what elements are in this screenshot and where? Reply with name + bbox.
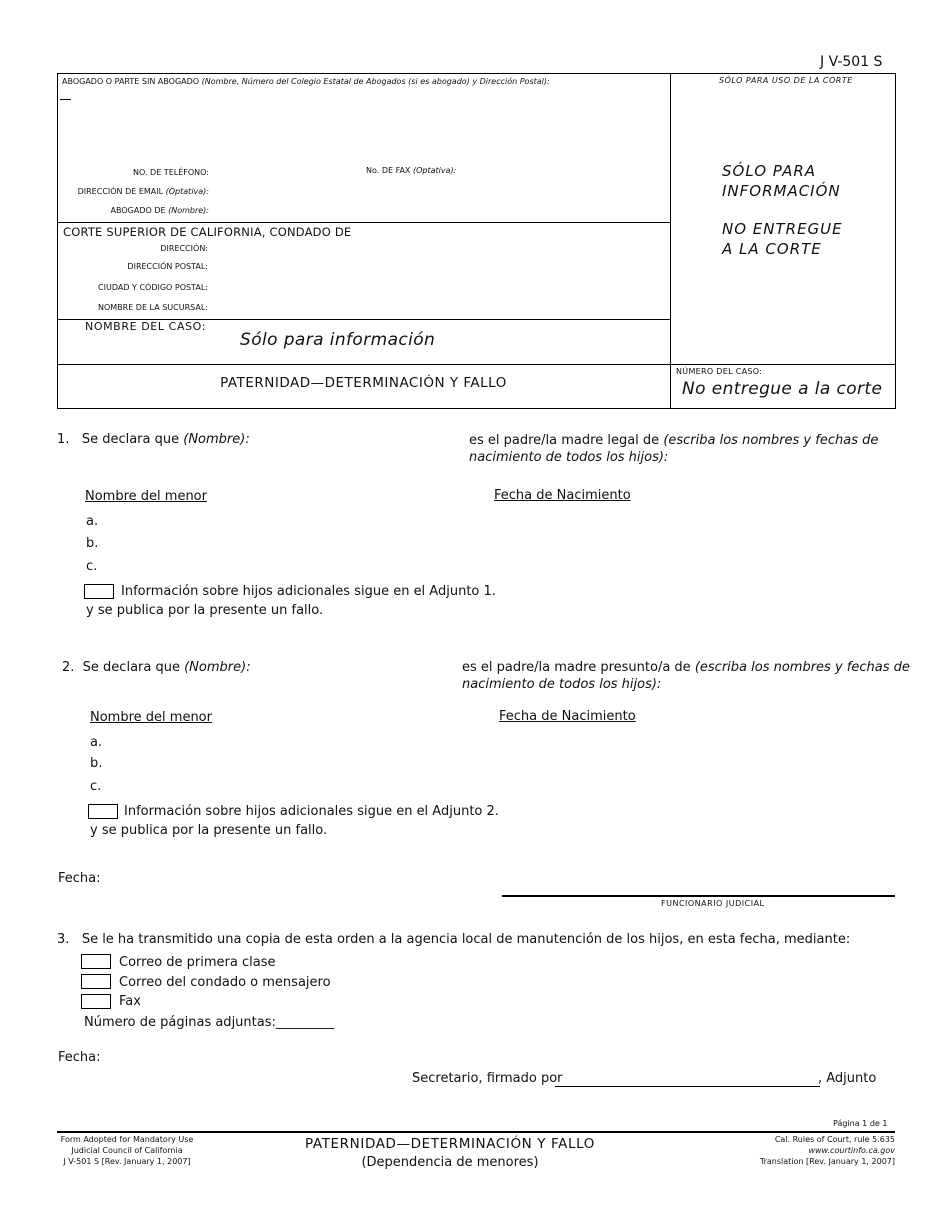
date-label: Fecha: (58, 871, 101, 886)
first-class-mail-label: Correo de primera clase (119, 955, 276, 970)
item3-text: 3. Se le ha transmitido una copia de esta orden a la agencia local de manutención de los hijos, en esta fecha, mediante: (57, 932, 851, 947)
item2-right-text: es el padre/la madre presunto/a de (escriba los nombres y fechas de nacimiento de todos los hijos): (462, 660, 910, 692)
item2-attachment-checkbox[interactable] (88, 804, 118, 819)
case-number-value: No entregue a la corte (682, 379, 883, 399)
page-number: Página 1 de 1 (833, 1119, 888, 1128)
item2-col-name: Nombre del menor (90, 710, 212, 725)
footer-rule (57, 1131, 895, 1133)
item1-attachment-text: Información sobre hijos adicionales sigue en el Adjunto 1. (121, 584, 496, 599)
attorney-for-label: ABOGADO DE (Nombre): (110, 206, 209, 215)
case-name-value: Sólo para información (240, 330, 436, 350)
divider-case-name (57, 364, 895, 365)
email-label: DIRECCIÓN DE EMAIL (Optativa): (77, 187, 209, 196)
first-class-mail-checkbox[interactable] (81, 954, 111, 969)
footer-subtitle: (Dependencia de menores) (361, 1155, 539, 1170)
judicial-officer-label: FUNCIONARIO JUDICIAL (661, 899, 765, 908)
attorney-label: ABOGADO O PARTE SIN ABOGADO (Nombre, Número del Colegio Estatal de Abogados (si es abogado) y Dirección Postal): (62, 77, 550, 86)
item1-col-name: Nombre del menor (85, 489, 207, 504)
attorney-field-marker (60, 99, 71, 100)
fax-checkbox[interactable] (81, 994, 111, 1009)
court-name: CORTE SUPERIOR DE CALIFORNIA, CONDADO DE (63, 225, 352, 239)
item1-attachment-checkbox[interactable] (84, 584, 114, 599)
judicial-officer-signature-line[interactable] (502, 895, 895, 897)
fax-option-label: Fax (119, 994, 141, 1009)
item1-col-date: Fecha de Nacimiento (494, 488, 631, 503)
item2-row-a: a. (90, 735, 103, 750)
county-mail-checkbox[interactable] (81, 974, 111, 989)
pages-attached: Número de páginas adjuntas:_________ (84, 1015, 335, 1030)
item2-attachment-text: Información sobre hijos adicionales sigue en el Adjunto 2. (124, 804, 499, 819)
footer-title: PATERNIDAD—DETERMINACIÓN Y FALLO (305, 1136, 595, 1152)
item1-judgment-text: y se publica por la presente un fallo. (86, 603, 324, 618)
footer-right: Cal. Rules of Court, rule 5.635 www.courtinfo.ca.gov Translation [Rev. January 1, 2007] (759, 1135, 895, 1166)
fax-label: No. DE FAX (Optativa): (366, 166, 457, 175)
street-label: DIRECCIÓN: (160, 244, 208, 253)
city-label: CIUDAD Y CÓDIGO POSTAL: (98, 283, 208, 292)
item1-row-c: c. (86, 559, 98, 574)
case-number-label: NÚMERO DEL CASO: (676, 367, 763, 376)
court-use-label: SÓLO PARA USO DE LA CORTE (719, 76, 853, 85)
item1-lead: 1. Se declara que (Nombre): (57, 432, 250, 447)
no-deliver-notice: NO ENTREGUE A LA CORTE (722, 220, 843, 258)
item1-right-text: es el padre/la madre legal de (escriba los nombres y fechas de nacimiento de todos los hijos): (469, 433, 879, 465)
item2-row-b: b. (90, 756, 103, 771)
item2-lead: 2. Se declara que (Nombre): (62, 660, 251, 675)
footer-left: Form Adopted for Mandatory Use Judicial Council of California J V-501 S [Rev. January 1, 2007] (60, 1135, 194, 1166)
clerk-label: Secretario, firmado por (412, 1071, 563, 1086)
item2-row-c: c. (90, 779, 102, 794)
divider-attorney (57, 222, 670, 223)
mailing-label: DIRECCIÓN POSTAL: (127, 262, 208, 271)
county-mail-label: Correo del condado o mensajero (119, 975, 331, 990)
item1-row-a: a. (86, 514, 99, 529)
form-id: J V-501 S (820, 54, 883, 70)
item1-row-b: b. (86, 536, 99, 551)
deputy-label: , Adjunto (818, 1071, 877, 1086)
info-only-notice: SÓLO PARA INFORMACIÓN (722, 162, 841, 200)
phone-label: NO. DE TELÉFONO: (133, 168, 209, 177)
caption-divider (670, 73, 671, 408)
branch-label: NOMBRE DE LA SUCURSAL: (97, 303, 208, 312)
form-title: PATERNIDAD—DETERMINACIÓN Y FALLO (220, 375, 507, 391)
item2-col-date: Fecha de Nacimiento (499, 709, 636, 724)
case-name-label: NOMBRE DEL CASO: (85, 320, 207, 333)
item2-judgment-text: y se publica por la presente un fallo. (90, 823, 328, 838)
clerk-signature-line[interactable] (555, 1086, 820, 1087)
date-label-2: Fecha: (58, 1050, 101, 1065)
